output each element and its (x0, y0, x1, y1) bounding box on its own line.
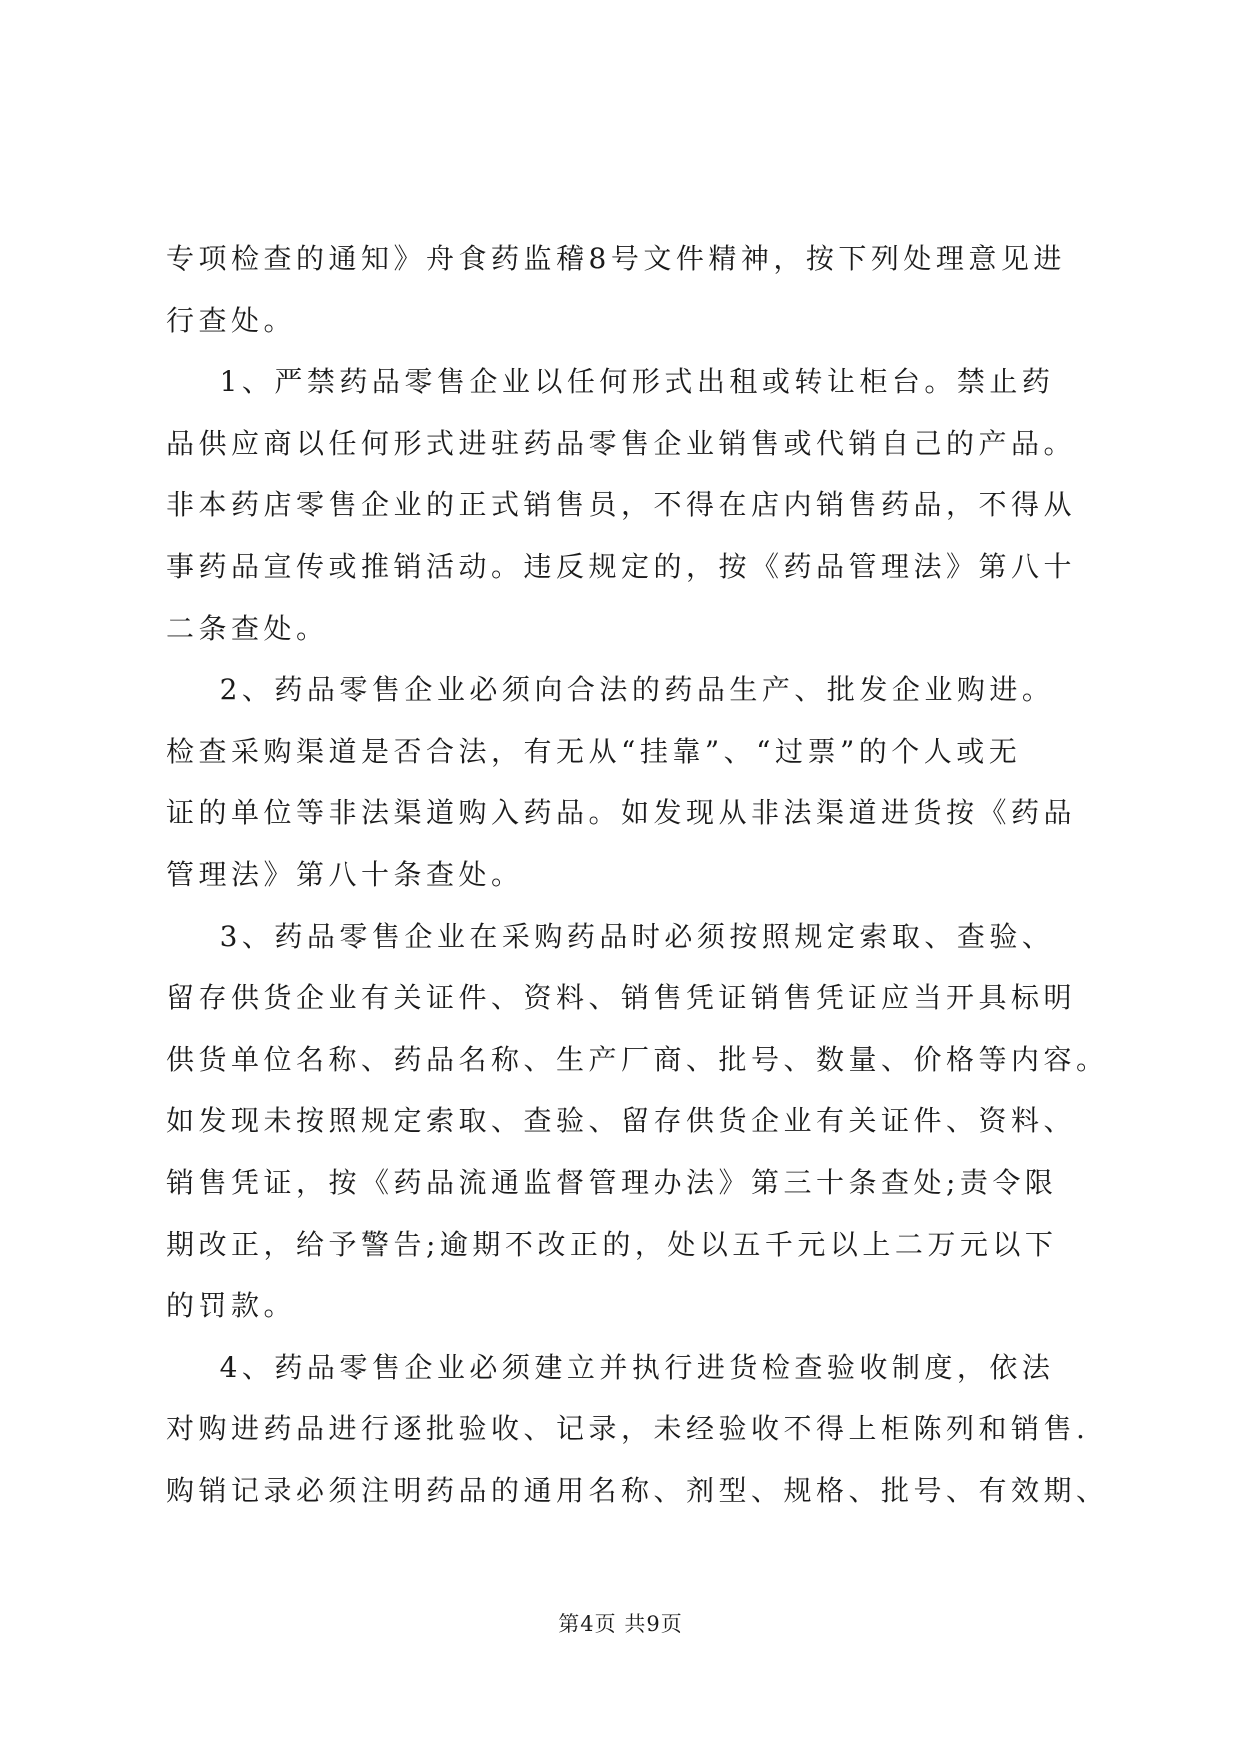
text-line: 检查采购渠道是否合法，有无从“挂靠”、“过票”的个人或无 (166, 734, 1022, 768)
text-line: 供货单位名称、药品名称、生产厂商、批号、数量、价格等内容。 (166, 1042, 1109, 1076)
text-line: 2、药品零售企业必须向合法的药品生产、批发企业购进。 (166, 673, 1055, 707)
text-line: 购销记录必须注明药品的通用名称、剂型、规格、批号、有效期、 (166, 1473, 1109, 1507)
text-line: 管理法》第八十条查处。 (166, 857, 524, 891)
text-line: 对购进药品进行逐批验收、记录，未经验收不得上柜陈列和销售. (166, 1412, 1090, 1446)
text-line: 期改正，给予警告;逾期不改正的，处以五千元以上二万元以下 (166, 1227, 1058, 1261)
text-line: 销售凭证，按《药品流通监督管理办法》第三十条查处;责令限 (166, 1165, 1058, 1199)
text-line: 证的单位等非法渠道购入药品。如发现从非法渠道进货按《药品 (166, 796, 1077, 830)
text-line: 品供应商以任何形式进驻药品零售企业销售或代销自己的产品。 (166, 426, 1077, 460)
text-line: 4、药品零售企业必须建立并执行进货检查验收制度，依法 (166, 1350, 1055, 1384)
text-line: 的罚款。 (166, 1289, 297, 1323)
text-line: 如发现未按照规定索取、查验、留存供货企业有关证件、资料、 (166, 1104, 1077, 1138)
text-line: 专项检查的通知》舟食药监稽8号文件精神，按下列处理意见进 (166, 242, 1066, 275)
text-line: 3、药品零售企业在采购药品时必须按照规定索取、查验、 (166, 919, 1055, 953)
text-line: 二条查处。 (166, 611, 329, 645)
text-line: 事药品宣传或推销活动。违反规定的，按《药品管理法》第八十 (166, 549, 1077, 583)
text-line: 非本药店零售企业的正式销售员，不得在店内销售药品，不得从 (166, 488, 1077, 522)
text-line: 留存供货企业有关证件、资料、销售凭证销售凭证应当开具标明 (166, 981, 1077, 1015)
text-line: 行查处。 (166, 303, 297, 337)
page-number-footer: 第4页 共9页 (558, 1612, 683, 1636)
text-line: 1、严禁药品零售企业以任何形式出租或转让柜台。禁止药 (166, 365, 1055, 399)
document-body (166, 228, 1109, 1521)
